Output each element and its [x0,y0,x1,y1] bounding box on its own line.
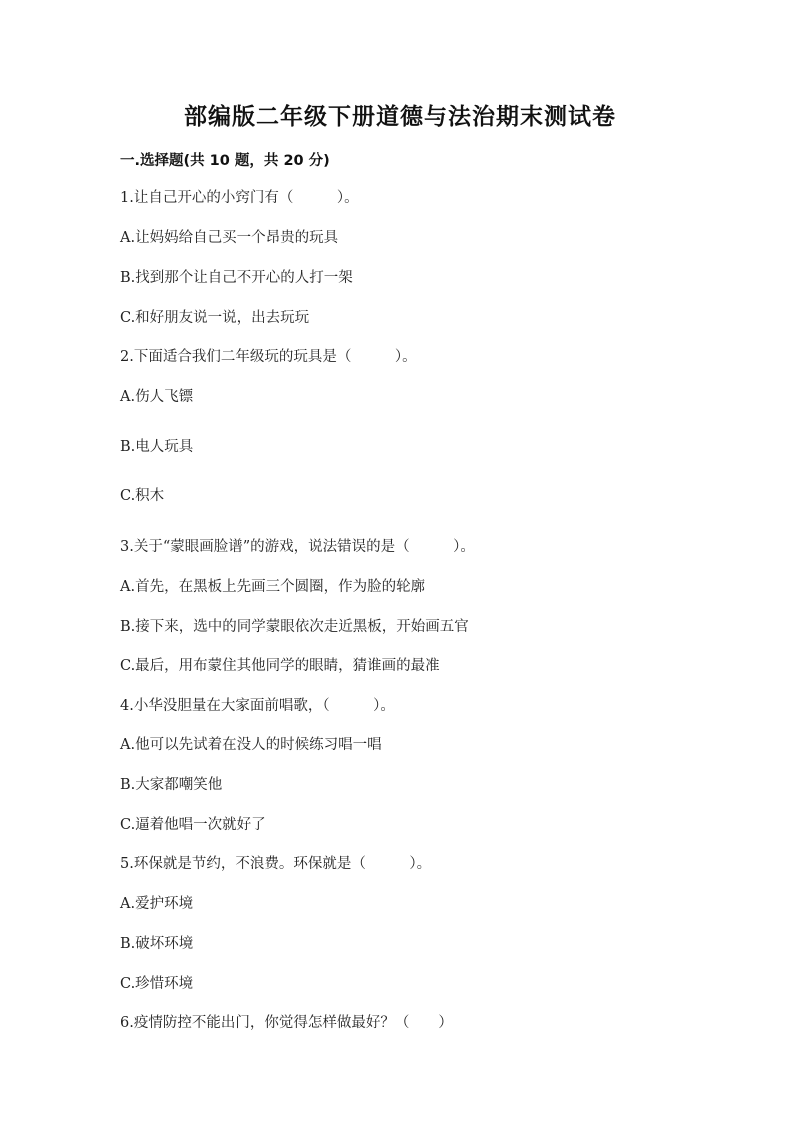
question-5-option-c: C.珍惜环境 [120,976,194,992]
question-5-stem: 5.环保就是节约，不浪费。环保就是（ ）。 [120,856,432,872]
question-2-stem: 2.下面适合我们二年级玩的玩具是（ ）。 [120,349,417,365]
question-1-option-a: A.让妈妈给自己买一个昂贵的玩具 [120,230,339,246]
question-2-option-a: A.伤人飞镖 [120,389,194,405]
question-4-stem: 4.小华没胆量在大家面前唱歌，（ ）。 [120,698,395,714]
question-3-stem: 3.关于“蒙眼画脸谱”的游戏，说法错误的是（ ）。 [120,539,475,555]
question-4-option-b: B.大家都嘲笑他 [120,777,223,793]
question-3-option-c: C.最后，用布蒙住其他同学的眼睛，猜谁画的最准 [120,658,440,674]
question-6-stem: 6.疫情防控不能出门，你觉得怎样做最好？（ ） [120,1015,453,1031]
section-heading: 一.选择题(共 10 题，共 20 分) [120,153,330,169]
question-3-option-b: B.接下来，选中的同学蒙眼依次走近黑板，开始画五官 [120,619,469,635]
question-4-option-c: C.逼着他唱一次就好了 [120,817,266,833]
question-2-option-b: B.电人玩具 [120,439,194,455]
question-3-option-a: A.首先，在黑板上先画三个圆圈，作为脸的轮廓 [120,579,426,595]
question-1-option-b: B.找到那个让自己不开心的人打一架 [120,270,353,286]
question-1-option-c: C.和好朋友说一说，出去玩玩 [120,310,310,326]
question-1-stem: 1.让自己开心的小窍门有（ ）。 [120,190,359,206]
question-4-option-a: A.他可以先试着在没人的时候练习唱一唱 [120,737,382,753]
question-2-option-c: C.积木 [120,488,165,504]
page-title: 部编版二年级下册道德与法治期末测试卷 [184,103,616,130]
question-5-option-b: B.破坏环境 [120,936,194,952]
question-5-option-a: A.爱护环境 [120,896,194,912]
